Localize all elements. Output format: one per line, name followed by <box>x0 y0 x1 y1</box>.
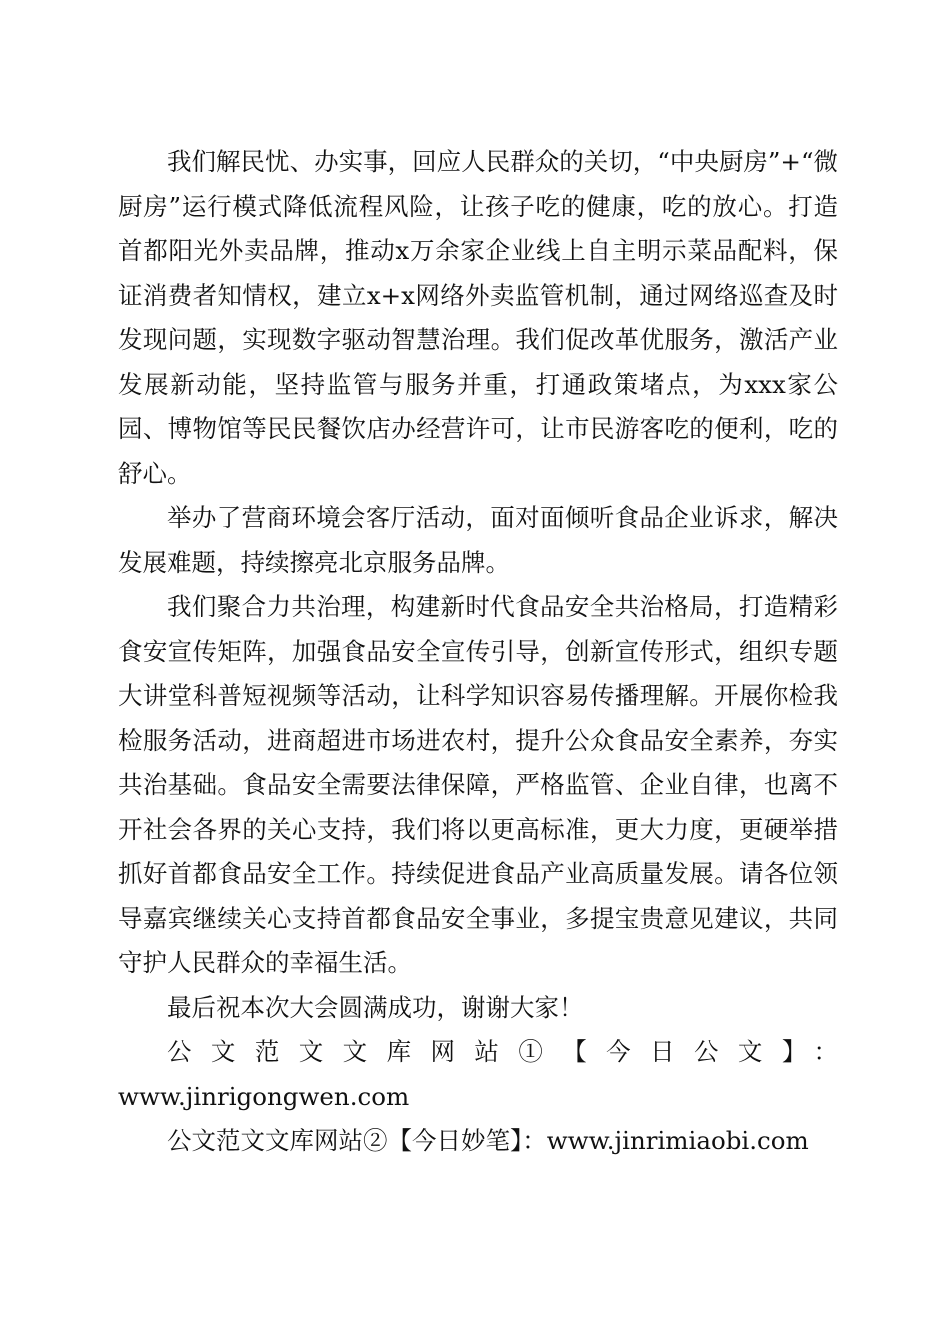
document-body <box>118 140 838 1164</box>
site-1-url: www.jinrigongwen.com <box>118 1081 410 1111</box>
paragraph-co-governance: 我们聚合力共治理，构建新时代食品安全共治格局，打造精彩食安宣传矩阵，加强食品安全宣传引导，创新宣传形式，组织专题大讲堂科普短视频等活动，让科学知识容易传播理解。开展你检我检服务活动，进商超进市场进农村，提升公众食品安全素养，夯实共治基础。食品安全需要法律保障，严格监管、企业自律，也离不开社会各界的关心支持，我们将以更高标准，更大力度，更硬举措抓好首都食品安全工作。持续促进食品产业高质量发展。请各位领导嘉宾继续关心支持首都食品安全事业，多提宝贵意见建议，共同守护人民群众的幸福生活。 <box>118 592 838 977</box>
paragraph-food-safety-services: 我们解民忧、办实事，回应人民群众的关切，“中央厨房”+“微厨房”运行模式降低流程风险，让孩子吃的健康，吃的放心。打造首都阳光外卖品牌，推动x万余家企业线上自主明示菜品配料，保证消费者知情权，建立x+x网络外卖监管机制，通过网络巡查及时发现问题，实现数字驱动智慧治理。我们促改革优服务，激活产业发展新动能，坚持监管与服务并重，打通政策堵点，为xxx家公园、博物馆等民民餐饮店办经营许可，让市民游客吃的便利，吃的舒心。 <box>118 147 838 488</box>
site-1-label: 公文范文文库网站①【今日公文】： <box>167 1037 838 1066</box>
paragraph-business-environment: 举办了营商环境会客厅活动，面对面倾听食品企业诉求，解决发展难题，持续擦亮北京服务品牌。 <box>118 503 838 577</box>
site-2-line: 公文范文文库网站②【今日妙笔】：www.jinrimiaobi.com <box>167 1126 809 1155</box>
paragraph-closing-wishes: 最后祝本次大会圆满成功，谢谢大家！ <box>167 992 584 1022</box>
